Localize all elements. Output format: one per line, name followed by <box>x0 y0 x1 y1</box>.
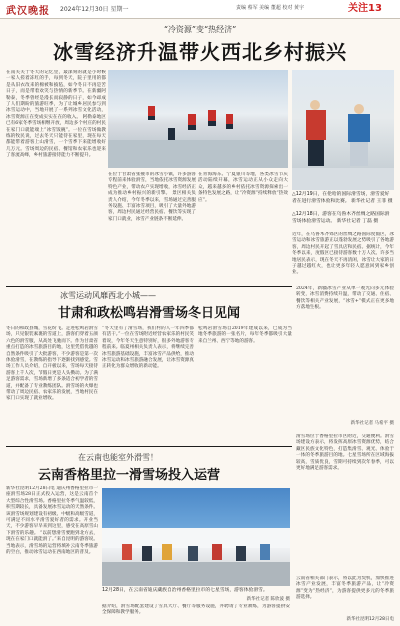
lead-para-1: 在南关关于冬天的记忆里，最深刻的就是小时候一家人搓着冻红的手，每到冬天，院子里用的都是从旧衣改来的棉被和披毡，如今冬日不再是苦日子，而是带着欢笑与热情的新季节。在新疆阿勒泰，冬季曾经是漫长而寂静的日子，如今却成了人们期盼的旅游旺季，为了让城乡居民参与到冰雪运动中，当地开展了一系列冰雪文化活动，冰雪资源正在变成实实在在的收入。 <box>6 70 106 120</box>
story3-credit: 新华社昆明12月28日电 <box>346 617 394 622</box>
story3-para: 新华社昆明12月28日电 迪庆州香格里拉市一座滑雪场28日正式投入运营，这是云南首个大型综合性滑雪场。香格里拉冬季气温较低，积雪期较长，具备发展冰雪运动的天然条件。该滑雪场规划建设有初级、中级和高级雪道，可满足不同水平滑雪爱好者的需求。开业当天，不少游客早早来到这里，感受在高原雪山下滑雪的乐趣。 <box>6 486 98 536</box>
story2-para: 冬日的和政县城，雪花纷飞。走进松鸣岩滑雪场，只见银装素裹的雪道上，游客们穿着五颜六色的滑雪服，从高处飞驰而下。作为甘肃省重点打造的冰雪旅游目的地，这里凭借优越的自然条件吸引了大批游客，不少游客是第一次体验滑雪，在教练的指导下逐渐找到感觉。雪场工作人员介绍，自开板以来，雪场每天接待游客上千人次，节假日更是人头攒动。为了满足游客需求，雪场新增了多条适合初学者的雪道，并配备了专业教练团队。滑雪场的火爆也带动了周边民宿、农家乐的发展，当地村民在家门口实现了就业增收。 <box>6 326 98 402</box>
section-tag: 关注13 <box>348 3 382 14</box>
divider-2 <box>6 446 292 447</box>
story3-column-1 <box>6 486 98 622</box>
story3-photo-credit: 新华社记者 陈欣波 摄 <box>246 597 290 602</box>
lead-column-2 <box>108 172 196 280</box>
story3-para-b: “以前想滑雪要跑到北方去，现在在家门口就能滑了。”来自昆明的游客说。当地表示，滑雪场的运营将填补云南冬季旅游的空白，推动冰雪运动在西南地区的普及。 <box>6 530 98 556</box>
lead-side-text: 近年，在乌鲁木齐郊区的丝绸之路国际度假区，冰雪运动和冰雪旅游正以蓬勃发展之势吸引了各地游客，周边村民开起了雪具店和民宿。据统计，今年冬季以来，度假区已接待游客数十万人次。许多当地居民表示，现在冬天不再清闲，冰雪让大家的日子越过越红火，也让更多年轻人愿意回到家乡创业。 <box>292 232 394 276</box>
story3-column-2 <box>102 604 290 624</box>
lead-column-3 <box>198 172 288 280</box>
story3-right-column-2 <box>296 576 394 614</box>
story2-credit: 新华社记者 马希平 摄 <box>350 421 394 426</box>
date-line: 2024年12月30日 星期一 <box>60 6 129 13</box>
editor-info: 责编 蔡军 美编 董超 校对 黄宇 <box>236 5 304 11</box>
story2-para-b: “冬天里有了滑雪场，我们村的人一年四季都有活干。”一位在雪场附近经营农家乐的村民笑着说，今年冬天生意特别好，很多外地游客专程前来。临夏州相关负责人表示，将继续完善冰雪旅游基础设施，丰富冰雪产品供给，推动冰雪运动和冰雪旅游融合发展，让冰雪资源真正转化为群众增收的新动能。 <box>102 326 194 370</box>
lead-photo-caption: △12月19日，在伦哈的国际滑雪场，滑雪爱好者在进行滑雪体验和比赛。 新华社记者 王菲 摄 <box>292 192 393 204</box>
lead-side-column-2 <box>296 286 394 418</box>
story3-right-text: 滑雪场位于香格里拉市区附近，交通便利。滑雪场建设方表示，将发挥高原冰雪资源优势，结合藏区民族文化特色，打造集滑雪、观光、体验于一体的冬季旅游目的地。七星雪场所在区域海拔较高，雪质优良，雪期可持续到次年春季，可以更好地满足游客需求。 <box>296 434 394 472</box>
lead-photo <box>108 70 288 168</box>
lead-para-2: 阿勒泰地区已有6家冬季雪场相继开放，周边多个村庄的村民在家门口就能端上“冰雪饭碗”。一位在雪场做教练的牧民说，过去冬天只能待在家里，现在每天都能带着游客上山滑雪，一个雪季下来能增收好几万元。雪场周边的民宿、餐馆和农家乐也迎来了客流高峰，乡村旅游接待能力不断提升。 <box>6 114 106 159</box>
story3-headline: 云南香格里拉一滑雪场投入运营 <box>38 468 221 483</box>
lead-kicker: “冷资源”变“热经济” <box>163 25 237 34</box>
story2-column-1 <box>6 326 98 444</box>
lead-para-3: 在位于甘肃省张掖市的冰雪小镇，许多游客专程前来体验滑雪，当地依托冰雪资源发展特色产业，带动农户实现增收，冰雪经济正成为推动乡村振兴的新引擎。 <box>108 172 196 197</box>
story2-kicker: 冰雪运动风靡西北小城—— <box>60 291 156 300</box>
masthead: 武汉晚报 <box>6 6 50 17</box>
lead-para-4: 景区相关负责人介绍，今年冬季以来，雪场通过完善服务设施、丰富冰雪项目，吸引了大量外地游客，周边村民通过经营民宿、餐饮等实现了家门口就业，冰雪产业链条不断延伸。 <box>108 191 196 222</box>
lead-photo-right <box>292 70 394 190</box>
lead-headline: 冰雪经济升温带火西北乡村振兴 <box>53 40 347 64</box>
story3-kicker: 在云南也能室外滑雪！ <box>78 453 158 462</box>
story3-right-text-2: 云南省相关部门表示，将以此为契机，加快推进冰雪产业发展，丰富冬季旅游产品，让“冷资源”变为“热经济”，为游客提供更多元的冬季旅游选择。 <box>296 576 394 601</box>
story2-headline: 甘肃和政松鸣岩滑雪场冬日见闻 <box>58 306 241 321</box>
lead-para-5: 在青海海东、宁夏银川等地，各类冰雪节庆活动陆续开幕，冰雪运动正从小众走向大众，越来越多的乡村依托冰雪资源探索出一条特色发展之路，让“冷资源”持续释放“热效应”。 <box>198 172 288 203</box>
divider-1 <box>6 286 292 287</box>
story3-right-column <box>296 434 394 574</box>
story2-para-c: 松鸣岩滑雪场自2019年建成以来，已成为当地冬季旅游的一张名片，每年冬季都吸引大量来自兰州、西宁等地的游客。 <box>198 326 292 344</box>
lead-side-column <box>292 232 394 280</box>
story2-column-2 <box>102 326 194 444</box>
story2-column-3 <box>198 326 292 444</box>
lead-side-text-2: 2024年，新疆冰雪产业从单一观光向多元体验转变，冰雪消费持续升温，带动了交通、住宿、餐饮等相关产业发展，“冰雪+”模式正在更多地方落地生根。 <box>296 286 394 311</box>
story3-photo-caption: 12月28日，在云南省迪庆藏族自治州香格里拉市的七星雪场，游客体验滑雪。 <box>102 588 268 593</box>
story3-photo <box>102 488 290 586</box>
lead-column-1 <box>6 70 106 280</box>
lead-photo-caption-2: △12月18日，游客在乌鲁木齐丝绸之路国际滑雪场体验滑雪运动。 新华社记者 丁磊 摄 <box>292 212 390 224</box>
story3-para-c: 据介绍，滑雪场配套建设了雪具大厅、餐厅等服务设施，并聘请了专业教练，为游客提供安全保障和教学服务。 <box>102 604 290 616</box>
